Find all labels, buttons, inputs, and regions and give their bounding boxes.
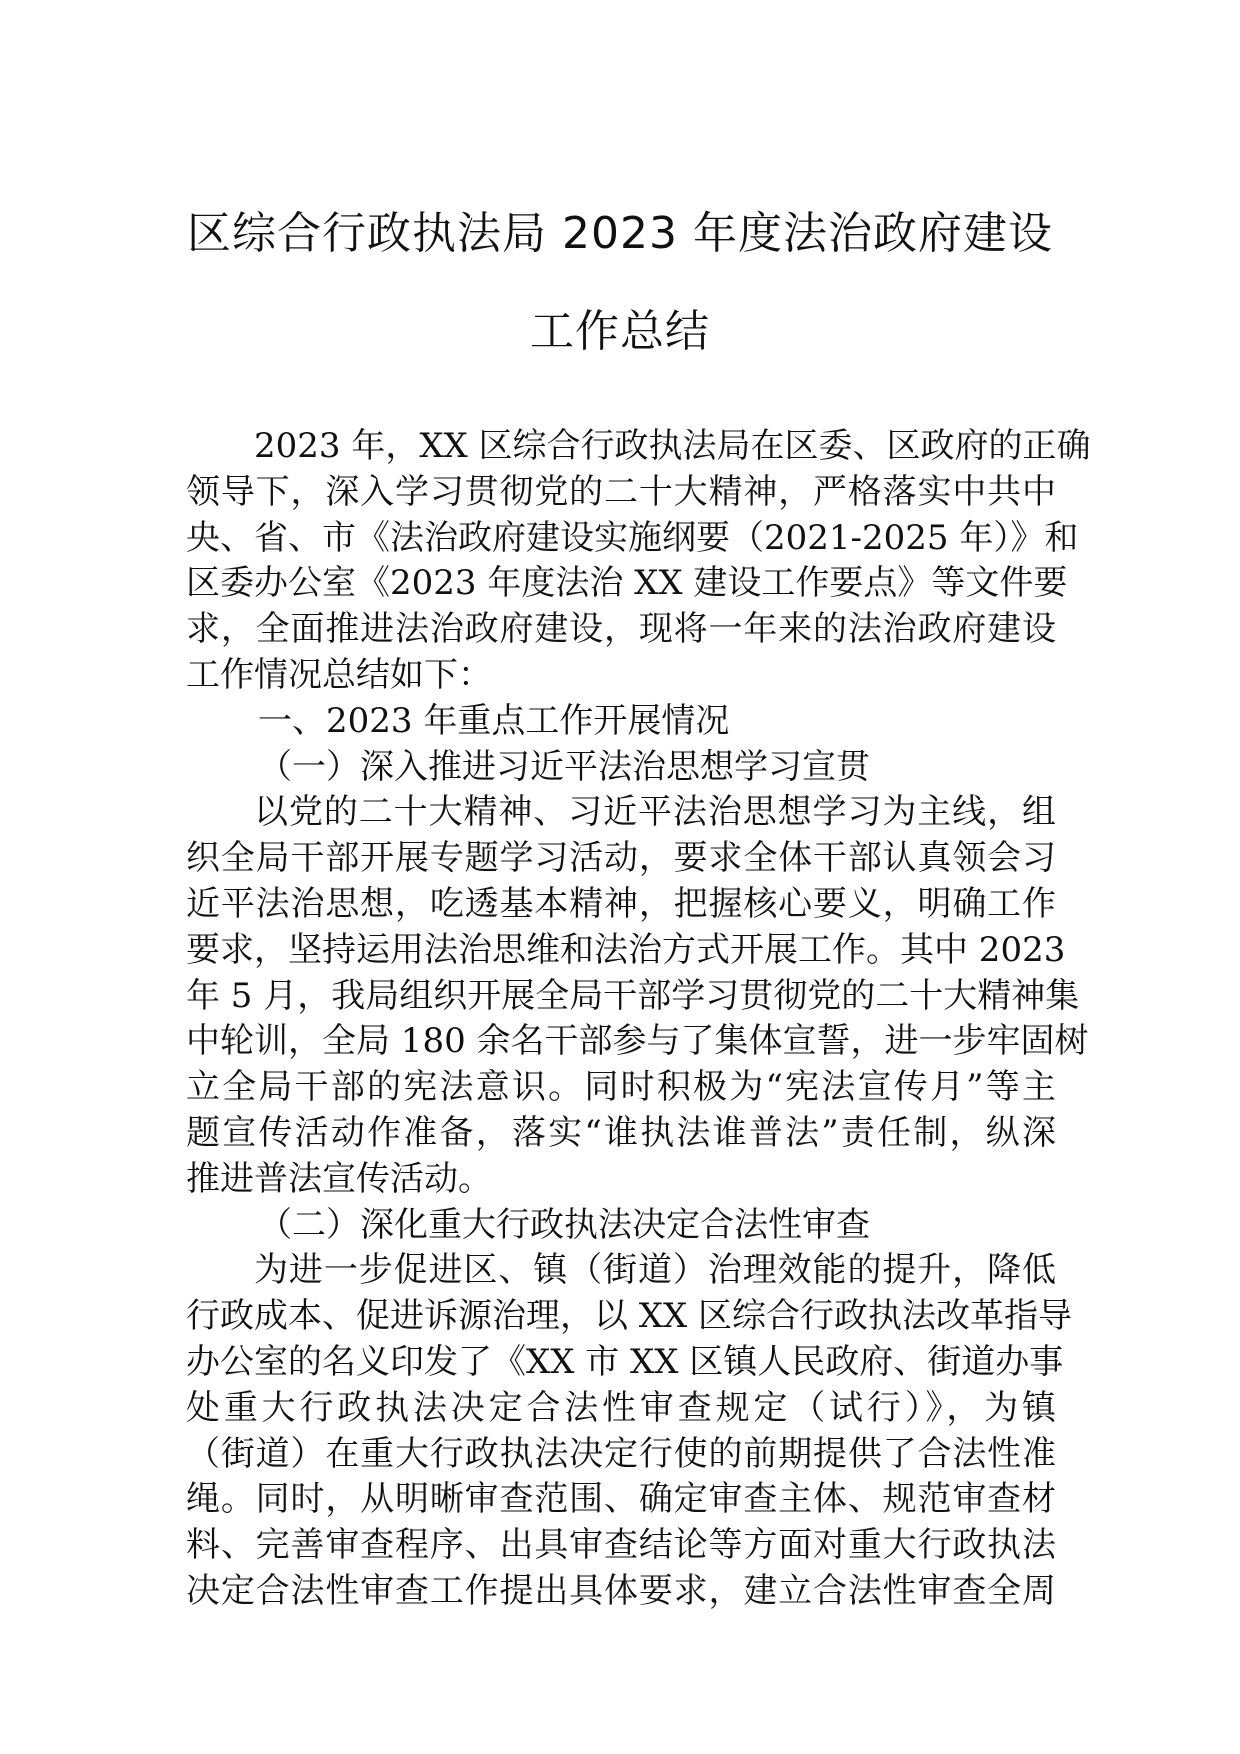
text-line: 近平法治思想，吃透基本精神，把握核心要义，明确工作	[186, 883, 1056, 924]
text-line: 央、省、市《法治政府建设实施纲要（2021-2025 年）》和	[186, 517, 1079, 558]
text-line: 要求，坚持运用法治思维和法治方式开展工作。其中 2023	[186, 929, 1066, 970]
text-line: 立全局干部的宪法意识。同时积极为“宪法宣传月”等主	[186, 1067, 1056, 1108]
text-line: 求，全面推进法治政府建设，现将一年来的法治政府建设	[186, 609, 1056, 650]
body-paragraph	[186, 790, 1089, 1202]
text-line: 织全局干部开展专题学习活动，要求全体干部认真领会习	[186, 838, 1056, 879]
text-line: （街道）在重大行政执法决定行使的前期提供了合法性准	[186, 1433, 1056, 1474]
text-line: 工作情况总结如下：	[186, 654, 492, 695]
text-line: 决定合法性审查工作提出具体要求，建立合法性审查全周	[186, 1570, 1056, 1611]
intro-paragraph	[186, 424, 1091, 699]
text-line: 行政成本、促进诉源治理，以 XX 区综合行政执法改革指导	[186, 1296, 1073, 1337]
text-line: 中轮训，全局 180 余名干部参与了集体宣誓，进一步牢固树	[186, 1021, 1089, 1062]
subsection-heading: （二）深化重大行政执法决定合法性审查	[258, 1204, 870, 1245]
text-line: 领导下，深入学习贯彻党的二十大精神，严格落实中共中	[186, 471, 1056, 512]
text-line: 题宣传活动作准备，落实“谁执法谁普法”责任制，纵深	[186, 1112, 1056, 1153]
subsection-heading: （一）深入推进习近平法治思想学习宣贯	[258, 746, 870, 787]
text-line: 年 5 月，我局组织开展全局干部学习贯彻党的二十大精神集	[186, 975, 1080, 1016]
document-body	[186, 424, 1091, 1615]
text-line: 为进一步促进区、镇（街道）治理效能的提升，降低	[254, 1250, 1056, 1291]
body-paragraph	[186, 1248, 1073, 1614]
text-line: 办公室的名义印发了《XX 市 XX 区镇人民政府、街道办事	[186, 1341, 1064, 1382]
text-line: 绳。同时，从明晰审查范围、确定审查主体、规范审查材	[186, 1479, 1056, 1520]
text-line: 区委办公室《2023 年度法治 XX 建设工作要点》等文件要	[186, 563, 1068, 604]
document-title	[150, 185, 1090, 381]
text-line: 2023 年，XX 区综合行政执法局在区委、区政府的正确	[254, 426, 1091, 466]
text-line: 以党的二十大精神、习近平法治思想学习为主线，组	[254, 792, 1056, 833]
title-line: 工作总结	[530, 306, 710, 357]
text-line: 处重大行政执法决定合法性审查规定（试行）》，为镇	[186, 1387, 1056, 1428]
section-heading: 一、2023 年重点工作开展情况	[258, 700, 730, 741]
text-line: 料、完善审查程序、出具审查结论等方面对重大行政执法	[186, 1525, 1056, 1566]
text-line: 推进普法宣传活动。	[186, 1158, 492, 1199]
title-line: 区综合行政执法局 2023 年度法治政府建设	[187, 208, 1053, 259]
